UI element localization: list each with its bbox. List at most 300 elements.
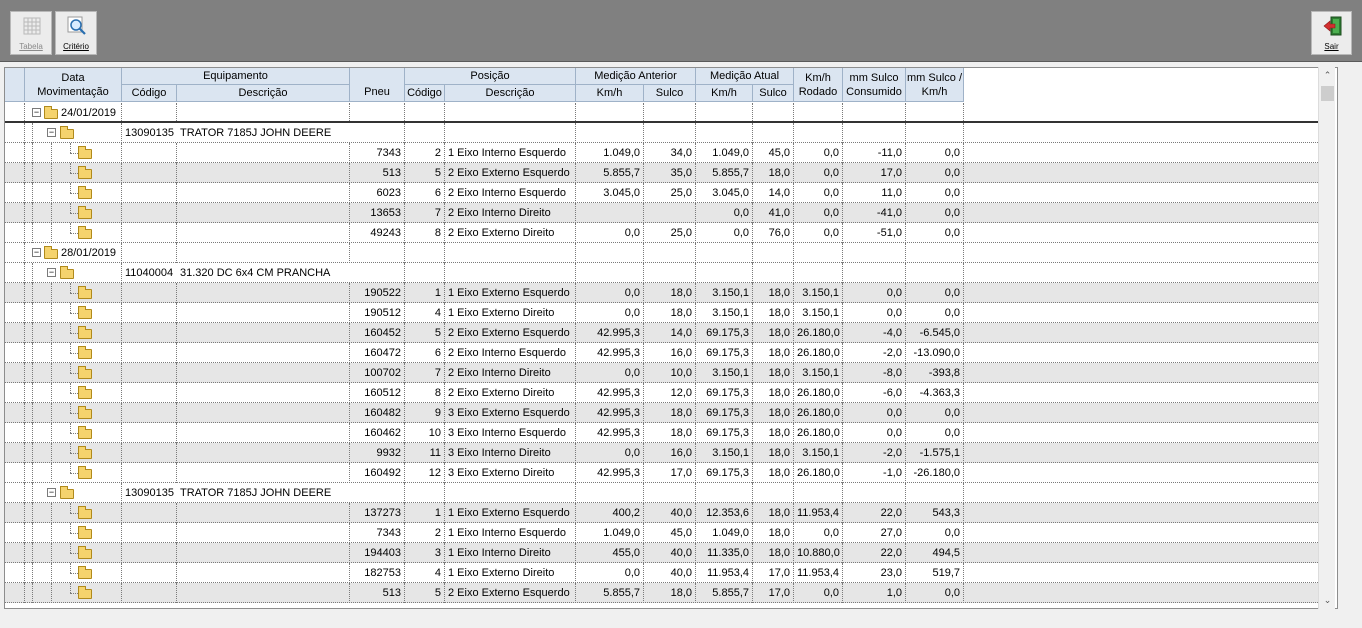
cell-eqd (177, 163, 350, 183)
cell-rod: 3.150,1 (794, 283, 843, 303)
collapse-icon[interactable]: − (48, 487, 55, 497)
cell-ts (753, 263, 794, 283)
header-pos-codigo[interactable] (405, 85, 445, 102)
tree-line (70, 573, 78, 574)
cell-tree (25, 123, 122, 143)
sair-button[interactable] (1311, 11, 1352, 55)
tree-line (70, 583, 71, 593)
cell-eqd (177, 463, 350, 483)
cell-tk: 1.049,0 (696, 143, 753, 163)
table-row[interactable] (5, 363, 1318, 383)
cell-as (644, 483, 696, 503)
table-row[interactable] (5, 503, 1318, 523)
tree-line (32, 323, 33, 343)
table-row[interactable] (5, 383, 1318, 403)
table-row[interactable] (5, 543, 1318, 563)
tree-line (70, 403, 71, 413)
cell-tk (696, 123, 753, 143)
cell-sel (5, 123, 25, 143)
criterio-label: Critério (63, 42, 89, 51)
table-row[interactable] (5, 423, 1318, 443)
cell-rod: 26.180,0 (794, 323, 843, 343)
tree-line (32, 283, 33, 303)
cell-sel (5, 303, 25, 323)
scroll-up-icon[interactable]: ⌃ (1323, 70, 1332, 80)
cell-rod (794, 243, 843, 263)
criterio-button[interactable] (55, 11, 97, 55)
cell-as (644, 203, 696, 223)
folder-icon (78, 429, 92, 439)
cell-mmk (906, 483, 964, 503)
cell-desc: 1 Eixo Interno Esquerdo (445, 523, 576, 543)
cell-ts: 41,0 (753, 203, 794, 223)
header-text: Medição Anterior (594, 70, 677, 82)
tree-line (70, 443, 71, 453)
cell-eqc (122, 203, 177, 223)
table-row[interactable] (5, 143, 1318, 163)
cell-tk: 3.150,1 (696, 283, 753, 303)
cell-rod: 26.180,0 (794, 463, 843, 483)
collapse-icon[interactable]: − (48, 127, 55, 137)
tree-line (51, 363, 52, 383)
table-row[interactable] (5, 223, 1318, 243)
table-row[interactable] (5, 443, 1318, 463)
cell-sel (5, 323, 25, 343)
magnifier-icon (67, 16, 87, 36)
cell-ak: 42.995,3 (576, 383, 644, 403)
cell-sel (5, 523, 25, 543)
cell-sel (5, 563, 25, 583)
cell-eqc (122, 363, 177, 383)
cell-pneu: 49243 (350, 223, 405, 243)
date-group-row[interactable] (5, 243, 1318, 263)
cell-desc: 1 Eixo Externo Direito (445, 563, 576, 583)
table-row[interactable] (5, 283, 1318, 303)
cell-ak: 0,0 (576, 283, 644, 303)
scroll-thumb[interactable] (1321, 86, 1334, 101)
cell-ts (753, 483, 794, 503)
cell-eqc (122, 503, 177, 523)
header-ant-kmh[interactable] (576, 85, 644, 102)
cell-pneu: 137273 (350, 503, 405, 523)
cell-tree (25, 583, 122, 603)
header-text: Sulco (655, 87, 684, 99)
cell-mmk: -1.575,1 (906, 443, 964, 463)
tree-line (70, 393, 78, 394)
vertical-scrollbar[interactable] (1318, 67, 1335, 609)
tree-line (32, 463, 33, 483)
cell-eqc (122, 443, 177, 463)
folder-icon (78, 169, 92, 179)
tree-line (70, 293, 78, 294)
table-row[interactable] (5, 583, 1318, 603)
cell-cons (843, 103, 906, 123)
cell-eqc (122, 563, 177, 583)
cell-tk (696, 263, 753, 283)
header-pos-descricao[interactable] (445, 85, 576, 102)
cell-cons: 11,0 (843, 183, 906, 203)
cell-as: 35,0 (644, 163, 696, 183)
header-text: Medição Atual (709, 70, 780, 82)
tree-line (51, 143, 52, 163)
tree-line (70, 453, 78, 454)
cell-tree (25, 243, 122, 263)
cell-tree (25, 203, 122, 223)
cell-tree (25, 163, 122, 183)
cell-pos: 1 (405, 503, 445, 523)
cell-cons (843, 483, 906, 503)
cell-cons: 27,0 (843, 523, 906, 543)
tree-line (51, 583, 52, 603)
equipment-group-row[interactable] (5, 123, 1318, 143)
cell-desc: 2 Eixo Externo Esquerdo (445, 323, 576, 343)
cell-eqc (122, 103, 177, 123)
cell-ts: 18,0 (753, 343, 794, 363)
cell-desc: 2 Eixo Interno Esquerdo (445, 183, 576, 203)
cell-pos (405, 243, 445, 263)
tree-line (70, 323, 71, 333)
cell-eqc (122, 423, 177, 443)
cell-cons: 0,0 (843, 403, 906, 423)
folder-icon (78, 509, 92, 519)
tree-line (51, 423, 52, 443)
table-row[interactable] (5, 203, 1318, 223)
table-row[interactable] (5, 183, 1318, 203)
cell-cons: -41,0 (843, 203, 906, 223)
cell-pos: 6 (405, 343, 445, 363)
cell-tree (25, 403, 122, 423)
cell-tk: 3.150,1 (696, 443, 753, 463)
cell-pneu (350, 263, 405, 283)
header-mm-consumido[interactable] (843, 68, 906, 102)
header-text: Km/h (711, 87, 737, 99)
header-text: Descrição (485, 87, 535, 99)
cell-desc (445, 103, 576, 123)
cell-eqd (177, 303, 350, 323)
cell-rod: 0,0 (794, 163, 843, 183)
cell-desc: 2 Eixo Externo Esquerdo (445, 583, 576, 603)
cell-ak: 42.995,3 (576, 463, 644, 483)
header-text: mm Sulco / (906, 72, 962, 84)
tree-line (32, 523, 33, 543)
cell-cons: 0,0 (843, 423, 906, 443)
tree-line (32, 163, 33, 183)
cell-pneu: 160492 (350, 463, 405, 483)
cell-as: 45,0 (644, 523, 696, 543)
cell-eqd (177, 543, 350, 563)
tree-line (32, 363, 33, 383)
cell-as: 18,0 (644, 583, 696, 603)
cell-rod: 3.150,1 (794, 363, 843, 383)
cell-eqd (177, 143, 350, 163)
tree-line (32, 303, 33, 323)
cell-mmk: 543,3 (906, 503, 964, 523)
header-text: Sulco (759, 87, 787, 99)
toolbar (0, 0, 1362, 62)
cell-pneu: 13653 (350, 203, 405, 223)
header-ant-sulco[interactable] (644, 85, 696, 102)
collapse-icon[interactable]: − (33, 107, 40, 117)
table-row[interactable] (5, 163, 1318, 183)
header-text: Km/h (596, 87, 623, 99)
tree-line (70, 153, 78, 154)
cell-eqd (177, 403, 350, 423)
tree-line (70, 303, 71, 313)
cell-tk: 69.175,3 (696, 383, 753, 403)
cell-rod: 0,0 (794, 143, 843, 163)
header-pneu[interactable] (350, 68, 405, 102)
cell-mmk (906, 103, 964, 123)
date-group-row[interactable] (5, 103, 1318, 123)
cell-tk (696, 103, 753, 123)
tree-line (70, 423, 71, 433)
cell-ak: 455,0 (576, 543, 644, 563)
cell-rod (794, 103, 843, 123)
cell-ts: 18,0 (753, 303, 794, 323)
cell-eqd (177, 503, 350, 523)
cell-mmk: 0,0 (906, 203, 964, 223)
cell-mmk: 0,0 (906, 283, 964, 303)
tree-line (51, 283, 52, 303)
header-text: Descrição (238, 87, 288, 99)
tree-line (70, 563, 71, 573)
cell-pos: 10 (405, 423, 445, 443)
cell-pos: 5 (405, 323, 445, 343)
tree-line (32, 483, 33, 503)
cell-eqd (177, 443, 350, 463)
cell-cons: 23,0 (843, 563, 906, 583)
header-posicao (405, 68, 576, 85)
table-row[interactable] (5, 523, 1318, 543)
tree-line (51, 203, 52, 223)
cell-ts: 18,0 (753, 283, 794, 303)
tree-line (70, 593, 78, 594)
cell-mmk: 0,0 (906, 583, 964, 603)
tree-line (32, 143, 33, 163)
tree-line (70, 373, 78, 374)
header-atu-kmh[interactable] (696, 85, 753, 102)
cell-as: 18,0 (644, 423, 696, 443)
cell-sel (5, 443, 25, 463)
cell-rod: 0,0 (794, 183, 843, 203)
tree-line (70, 553, 78, 554)
collapse-icon[interactable]: − (48, 267, 55, 277)
cell-mmk: -13.090,0 (906, 343, 964, 363)
table-row[interactable] (5, 303, 1318, 323)
cell-rod: 0,0 (794, 223, 843, 243)
header-text: Rodado (798, 86, 838, 98)
cell-eqd (177, 343, 350, 363)
header-text: Km/h (921, 86, 948, 98)
cell-desc: 2 Eixo Interno Direito (445, 203, 576, 223)
cell-pos: 8 (405, 223, 445, 243)
cell-as: 34,0 (644, 143, 696, 163)
tree-line (70, 383, 71, 393)
cell-tree (25, 383, 122, 403)
cell-mmk (906, 243, 964, 263)
cell-mmk: 519,7 (906, 563, 964, 583)
tabela-label: Tabela (19, 42, 43, 51)
cell-sel (5, 143, 25, 163)
cell-ak: 42.995,3 (576, 323, 644, 343)
cell-rod: 26.180,0 (794, 423, 843, 443)
cell-tk (696, 243, 753, 263)
cell-ak: 1.049,0 (576, 143, 644, 163)
tree-line (51, 443, 52, 463)
tree-line (70, 203, 71, 213)
cell-pos: 12 (405, 463, 445, 483)
cell-desc: 3 Eixo Interno Esquerdo (445, 423, 576, 443)
cell-ts: 18,0 (753, 363, 794, 383)
table-row[interactable] (5, 463, 1318, 483)
tree-line (32, 403, 33, 423)
cell-tk: 3.150,1 (696, 363, 753, 383)
folder-icon (60, 489, 74, 499)
cell-sel (5, 203, 25, 223)
tree-line (32, 503, 33, 523)
tree-line (32, 183, 33, 203)
header-text: Pneu (364, 86, 390, 98)
cell-pneu: 160482 (350, 403, 405, 423)
cell-mmk: 0,0 (906, 523, 964, 543)
cell-cons: -2,0 (843, 443, 906, 463)
cell-tree (25, 223, 122, 243)
table-row[interactable] (5, 343, 1318, 363)
cell-tree (25, 323, 122, 343)
cell-ak: 3.045,0 (576, 183, 644, 203)
exit-door-icon (1323, 16, 1343, 36)
cell-desc (445, 483, 576, 503)
folder-icon (44, 249, 58, 259)
cell-tree (25, 143, 122, 163)
table-row[interactable] (5, 403, 1318, 423)
cell-pneu: 160512 (350, 383, 405, 403)
tree-line (51, 343, 52, 363)
cell-rod: 0,0 (794, 583, 843, 603)
cell-cons (843, 243, 906, 263)
equipment-group-row[interactable] (5, 263, 1318, 283)
cell-ak: 42.995,3 (576, 403, 644, 423)
cell-ak (576, 483, 644, 503)
cell-sel (5, 423, 25, 443)
tree-line (70, 473, 78, 474)
data-grid[interactable] (4, 67, 1338, 609)
cell-mmk (906, 263, 964, 283)
cell-desc: 1 Eixo Interno Esquerdo (445, 143, 576, 163)
tree-line (70, 523, 71, 533)
header-text: Km/h (805, 72, 831, 84)
cell-sel (5, 223, 25, 243)
cell-eqd (177, 523, 350, 543)
header-data-movimentacao[interactable] (25, 68, 122, 102)
cell-tree (25, 483, 122, 503)
cell-rod: 26.180,0 (794, 343, 843, 363)
cell-mmk (906, 123, 964, 143)
header-eq-descricao[interactable] (177, 85, 350, 102)
cell-cons: -4,0 (843, 323, 906, 343)
cell-cons: 17,0 (843, 163, 906, 183)
cell-ak (576, 123, 644, 143)
tree-line (51, 383, 52, 403)
header-mm-kmh[interactable] (906, 68, 964, 102)
cell-mmk: 0,0 (906, 183, 964, 203)
cell-pos: 7 (405, 363, 445, 383)
folder-icon (78, 209, 92, 219)
header-atu-sulco[interactable] (753, 85, 794, 102)
cell-ts: 18,0 (753, 443, 794, 463)
cell-cons: 0,0 (843, 303, 906, 323)
cell-ts: 18,0 (753, 383, 794, 403)
tree-line (32, 383, 33, 403)
header-text: Código (407, 87, 442, 99)
cell-ak: 0,0 (576, 223, 644, 243)
collapse-icon[interactable]: − (33, 247, 40, 257)
folder-icon (44, 109, 58, 119)
cell-rod: 3.150,1 (794, 443, 843, 463)
cell-sel (5, 283, 25, 303)
header-text: Posição (470, 70, 510, 82)
table-row[interactable] (5, 323, 1318, 343)
header-kmh-rodado[interactable] (794, 68, 843, 102)
cell-rod: 26.180,0 (794, 403, 843, 423)
cell-pneu: 160462 (350, 423, 405, 443)
cell-cons: -1,0 (843, 463, 906, 483)
scroll-down-icon[interactable]: ⌄ (1323, 595, 1332, 605)
cell-sel (5, 243, 25, 263)
cell-eqc (122, 403, 177, 423)
table-row[interactable] (5, 563, 1318, 583)
cell-tree (25, 363, 122, 383)
cell-eqc (122, 143, 177, 163)
cell-eqc (122, 583, 177, 603)
cell-tk: 11.953,4 (696, 563, 753, 583)
cell-pos (405, 123, 445, 143)
tree-line (51, 563, 52, 583)
cell-tk: 5.855,7 (696, 163, 753, 183)
tree-line (70, 173, 78, 174)
cell-rod (794, 263, 843, 283)
cell-eqc (122, 323, 177, 343)
cell-pos (405, 103, 445, 123)
tabela-button[interactable] (10, 11, 52, 55)
folder-icon (78, 549, 92, 559)
cell-pneu: 6023 (350, 183, 405, 203)
cell-tk: 12.353,6 (696, 503, 753, 523)
cell-rod: 26.180,0 (794, 383, 843, 403)
cell-eqc (122, 523, 177, 543)
cell-tree (25, 183, 122, 203)
cell-mmk: 0,0 (906, 143, 964, 163)
equipment-group-row[interactable] (5, 483, 1318, 503)
cell-pos: 7 (405, 203, 445, 223)
cell-desc: 3 Eixo Externo Esquerdo (445, 403, 576, 423)
tree-line (70, 223, 71, 233)
folder-icon (78, 469, 92, 479)
cell-as: 16,0 (644, 343, 696, 363)
cell-pos: 4 (405, 563, 445, 583)
cell-tree (25, 103, 122, 123)
cell-pneu (350, 243, 405, 263)
header-eq-codigo[interactable] (122, 85, 177, 102)
cell-eqc (122, 163, 177, 183)
cell-sel (5, 503, 25, 523)
cell-tree (25, 543, 122, 563)
cell-mmk: -4.363,3 (906, 383, 964, 403)
cell-tree (25, 283, 122, 303)
tree-line (70, 343, 71, 353)
cell-eqd (177, 243, 350, 263)
cell-cons: -51,0 (843, 223, 906, 243)
